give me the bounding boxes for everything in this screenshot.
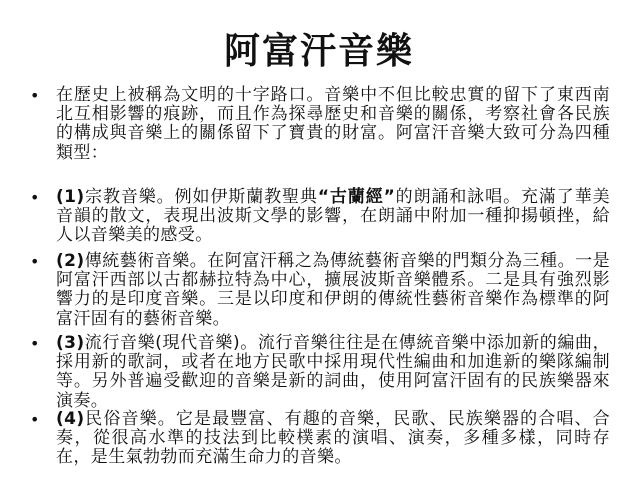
bullet-type-4 <box>30 410 610 468</box>
type-4-body: 民俗音樂。它是最豐富、有趣的音樂，民歌、民族樂器的合唱、合奏，從很高水準的技法到比較樸素的演唱、演奏，多種多樣，同時存在，是生氣勃勃而充滿生命力的音樂。 <box>56 409 610 468</box>
type-1-lead: 宗教音樂。例如伊斯蘭教聖典 <box>84 187 318 207</box>
bullet-marker: • <box>30 410 40 429</box>
type-4-number: (4) <box>56 409 85 429</box>
type-1-keyword: “古蘭經” <box>317 187 396 207</box>
bullet-type-3 <box>30 334 610 411</box>
type-2-number: (2) <box>56 251 85 271</box>
bullet-type-1 <box>30 188 610 246</box>
type-1-rest: 的朗誦和詠唱。充滿了華美音韻的散文，表現出波斯文學的影響，在朗誦中附加一種抑揚頓挫，給人以音樂美的感受。 <box>56 187 610 246</box>
type-1-number: (1) <box>56 187 85 207</box>
type-3-number: (3) <box>56 333 85 353</box>
type-2-text <box>56 252 610 329</box>
bullet-intro <box>30 86 610 163</box>
bullet-marker: • <box>30 252 40 271</box>
type-2-body: 傳統藝術音樂。在阿富汗稱之為傳統藝術音樂的門類分為三種。一是阿富汗西部以古都赫拉特為中心，擴展波斯音樂體系。二是具有強烈影響力的是印度音樂。三是以印度和伊朗的傳統性藝術音樂作為標準的阿富汗固有的藝術音樂。 <box>56 251 610 329</box>
type-3-text <box>56 334 610 411</box>
bullet-marker: • <box>30 86 40 105</box>
type-4-text <box>56 410 610 468</box>
intro-text: 在歷史上被稱為文明的十字路口。音樂中不但比較忠實的留下了東西南北互相影響的痕跡，而且作為探尋歷史和音樂的關係，考察社會各民族的構成與音樂上的關係留下了寶貴的財富。阿富汗音樂大致可分為四種類型： <box>56 85 610 163</box>
bullet-type-2 <box>30 252 610 329</box>
type-3-body: 流行音樂(現代音樂)。流行音樂往往是在傳統音樂中添加新的編曲，採用新的歌詞，或者在地方民歌中採用現代性編曲和加進新的樂隊編制等。另外普遍受歡迎的音樂是新的詞曲，使用阿富汗固有的民族樂器來演奏。 <box>56 333 610 411</box>
bullet-marker: • <box>30 334 40 353</box>
type-1-text <box>56 188 610 246</box>
slide-title: 阿富汗音樂 <box>223 31 414 72</box>
bullet-marker: • <box>30 188 40 207</box>
